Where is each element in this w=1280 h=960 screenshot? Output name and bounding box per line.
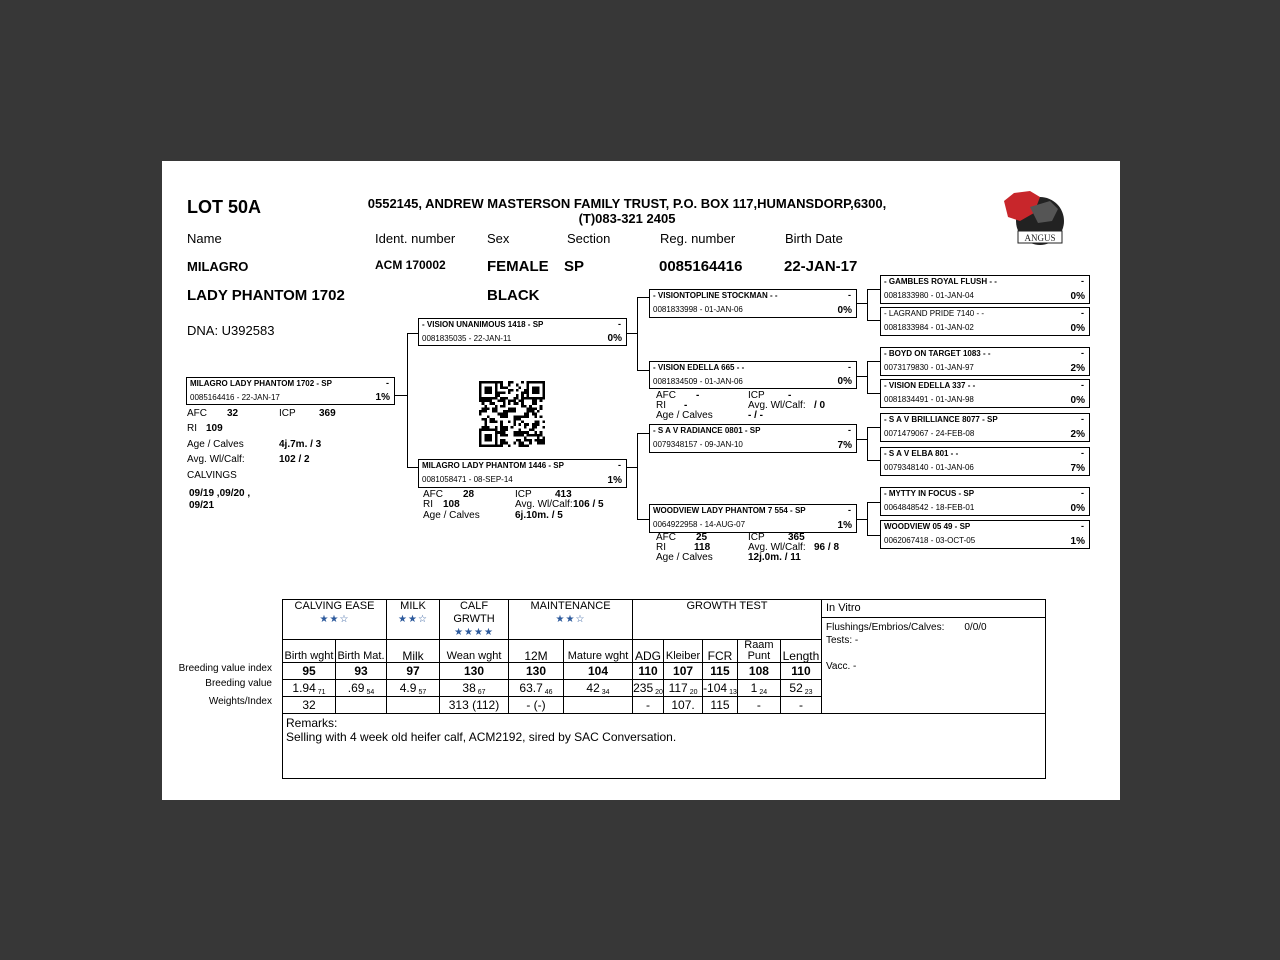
bv-accuracy: 67 — [477, 688, 486, 696]
wi-cell: 115 — [703, 697, 738, 714]
pedigree-line — [867, 393, 880, 394]
bvi-cell: 93 — [336, 663, 387, 680]
pedigree-line — [637, 297, 638, 370]
dam-afc: 28 — [463, 489, 475, 500]
pedigree-line — [867, 361, 868, 393]
wi-cell: - — [780, 697, 821, 714]
gp2-afc: - — [696, 390, 700, 401]
gp4-ri: 118 — [694, 542, 711, 553]
pedigree-line — [867, 502, 880, 503]
gp4-wean-label: Avg. Wl/Calf: — [748, 542, 806, 553]
pedigree-name: MILAGRO LADY PHANTOM 1702 - SP — [190, 379, 332, 388]
bv-accuracy: 54 — [366, 688, 375, 696]
wi-cell: - — [633, 697, 664, 714]
column-header: 12M — [509, 640, 564, 663]
pedigree-ggp-box[interactable] — [880, 275, 1090, 304]
pedigree-line — [637, 297, 649, 298]
self-afc: 32 — [227, 408, 239, 419]
animal-name-1: MILAGRO — [187, 259, 249, 274]
dam-age: 6j.10m. / 5 — [515, 510, 563, 521]
bv-accuracy: 13 — [729, 688, 737, 696]
self-calvings-label: CALVINGS — [187, 470, 237, 481]
animal-dna: DNA: U392583 — [187, 323, 275, 338]
wi-cell: - (-) — [509, 697, 564, 714]
gp4-age-label: Age / Calves — [656, 552, 713, 563]
pedigree-reg: 0081833980 - 01-JAN-04 — [884, 291, 974, 300]
wi-cell: 32 — [283, 697, 336, 714]
pedigree-dash: - — [1081, 380, 1084, 390]
pedigree-reg: 0081058471 - 08-SEP-14 — [422, 475, 513, 484]
bvi-cell: 107 — [664, 663, 703, 680]
pedigree-reg: 0079348157 - 09-JAN-10 — [653, 440, 743, 449]
pedigree-dash: - — [1081, 276, 1084, 286]
bvi-cell: 130 — [509, 663, 564, 680]
pedigree-line — [407, 333, 408, 467]
pedigree-name: - MYTTY IN FOCUS - SP — [884, 489, 975, 498]
bv-value: 1 — [750, 680, 758, 695]
self-icp-label: ICP — [279, 408, 296, 419]
pedigree-line — [407, 467, 418, 468]
gp2-age-label: Age / Calves — [656, 410, 713, 421]
gp4-wean: 96 / 8 — [814, 542, 840, 553]
pedigree-reg: 0071479067 - 24-FEB-08 — [884, 429, 975, 438]
wi-cell — [564, 697, 633, 714]
pedigree-gp-box[interactable] — [649, 424, 857, 453]
animal-name-2: LADY PHANTOM 1702 — [187, 287, 345, 304]
bv-accuracy: 34 — [601, 688, 610, 696]
pedigree-line — [394, 395, 408, 396]
bv-value: 117 — [668, 680, 688, 695]
animal-ident: ACM 170002 — [375, 258, 446, 272]
gp2-age: - / - — [748, 410, 763, 421]
group-calf: CALF GRWTH ★★★★ — [440, 600, 509, 640]
pedigree-line — [867, 289, 868, 320]
pedigree-pct: 1% — [1070, 536, 1085, 547]
pedigree-reg: 0081833984 - 01-JAN-02 — [884, 323, 974, 332]
dam-wean-label: Avg. Wl/Calf: — [515, 499, 573, 510]
pedigree-self-box[interactable] — [186, 377, 395, 405]
dam-age-label: Age / Calves — [423, 510, 480, 521]
pedigree-line — [867, 361, 880, 362]
bvi-cell: 104 — [564, 663, 633, 680]
pedigree-reg: 0081834509 - 01-JAN-06 — [653, 377, 743, 386]
pedigree-pct: 1% — [375, 392, 390, 403]
pedigree-line — [407, 333, 418, 334]
row-label-bv: Breeding value — [205, 678, 272, 689]
header-sex: Sex — [487, 231, 510, 246]
row-label-wi: Weights/Index — [208, 696, 272, 707]
group-growth: GROWTH TEST — [633, 600, 822, 640]
bv-accuracy: 23 — [804, 688, 813, 696]
tests-value: Tests: - — [826, 635, 859, 646]
self-calvings: 09/19 ,09/20 , 09/21 — [189, 488, 251, 511]
pedigree-ggp-box[interactable] — [880, 307, 1090, 336]
pedigree-name: - GAMBLES ROYAL FLUSH - - — [884, 277, 997, 286]
self-wean: 102 / 2 — [279, 454, 310, 465]
column-header: Birth Mat. — [336, 640, 387, 663]
bv-cell — [564, 680, 633, 697]
bv-value: -104 — [703, 680, 728, 695]
pedigree-dash: - — [386, 378, 389, 388]
group-calving: CALVING EASE ★★☆ — [283, 600, 387, 640]
pedigree-name: - S A V BRILLIANCE 8077 - SP — [884, 415, 998, 424]
pedigree-pct: 0% — [1070, 503, 1085, 514]
pedigree-line — [637, 519, 649, 520]
pedigree-ggp-box[interactable] — [880, 487, 1090, 516]
remarks-label: Remarks: — [286, 716, 338, 730]
bvi-cell: 110 — [780, 663, 821, 680]
stars-milk: ★★☆ — [398, 614, 428, 625]
bv-value: 4.9 — [399, 680, 417, 695]
vacc-value: Vacc. - — [826, 661, 857, 672]
pedigree-dash: - — [618, 319, 621, 329]
gp4-age: 12j.0m. / 11 — [748, 552, 801, 563]
pedigree-pct: 0% — [837, 305, 852, 316]
column-header: FCR — [703, 640, 738, 663]
bv-value: .69 — [347, 680, 365, 695]
wi-cell: 313 (112) — [440, 697, 509, 714]
owner-info: 0552145, ANDREW MASTERSON FAMILY TRUST, P.O. BOX 117,HUMANSDORP,6300, (T)083-321 2405 — [367, 196, 887, 226]
stars-calf: ★★★★ — [454, 627, 494, 638]
bv-cell — [703, 680, 738, 697]
pedigree-line — [637, 433, 649, 434]
pedigree-pct: 2% — [1070, 363, 1085, 374]
pedigree-dash: - — [1081, 414, 1084, 424]
gp2-wean: / 0 — [814, 400, 826, 411]
header-birth: Birth Date — [785, 231, 843, 246]
pedigree-reg: 0073179830 - 01-JAN-97 — [884, 363, 974, 372]
pedigree-dash: - — [1081, 448, 1084, 458]
pedigree-pct: 0% — [837, 376, 852, 387]
dam-icp-label: ICP — [515, 489, 532, 500]
logo-text: ANGUS — [1024, 233, 1056, 243]
animal-section: SP — [564, 258, 585, 275]
pedigree-dash: - — [1081, 521, 1084, 531]
pedigree-line — [867, 427, 868, 460]
column-header: Raam Punt — [737, 640, 780, 663]
pedigree-line — [867, 535, 880, 536]
group-maint: MAINTENANCE ★★☆ — [509, 600, 633, 640]
lot-number: LOT 50A — [187, 197, 262, 217]
bv-cell — [336, 680, 387, 697]
pedigree-ggp-box[interactable] — [880, 520, 1090, 549]
self-age: 4j.7m. / 3 — [279, 439, 322, 450]
bv-cell — [440, 680, 509, 697]
pedigree-line — [867, 427, 880, 428]
pedigree-dash: - — [618, 460, 621, 470]
dam-icp: 413 — [555, 489, 572, 500]
bv-cell — [780, 680, 821, 697]
pedigree-reg: 0079348140 - 01-JAN-06 — [884, 463, 974, 472]
column-header: Length — [780, 640, 821, 663]
bv-value: 235 — [633, 680, 654, 695]
pedigree-line — [867, 502, 868, 535]
group-milk: MILK ★★☆ — [387, 600, 440, 640]
wi-cell — [387, 697, 440, 714]
animal-sex: FEMALE — [487, 258, 549, 275]
column-header: Milk — [387, 640, 440, 663]
pedigree-pct: 0% — [1070, 395, 1085, 406]
pedigree-pct: 2% — [1070, 429, 1085, 440]
pedigree-gp-box[interactable] — [649, 504, 857, 533]
pedigree-dash: - — [1081, 308, 1084, 318]
bv-accuracy: 57 — [418, 688, 427, 696]
bv-value: 1.94 — [292, 680, 316, 695]
pedigree-dash: - — [1081, 488, 1084, 498]
pedigree-reg: 0081835035 - 22-JAN-11 — [422, 334, 512, 343]
invitro-title: In Vitro — [822, 602, 1045, 618]
bv-cell — [509, 680, 564, 697]
pedigree-pct: 7% — [1070, 463, 1085, 474]
pedigree-reg: 0064848542 - 18-FEB-01 — [884, 503, 975, 512]
bv-accuracy: 46 — [544, 688, 553, 696]
pedigree-name: MILAGRO LADY PHANTOM 1446 - SP — [422, 461, 564, 470]
bvi-cell: 130 — [440, 663, 509, 680]
bvi-cell: 95 — [283, 663, 336, 680]
pedigree-line — [867, 460, 880, 461]
bv-accuracy: 24 — [759, 688, 768, 696]
header-reg: Reg. number — [660, 231, 736, 246]
pedigree-name: - S A V ELBA 801 - - — [884, 449, 959, 458]
dam-ri: 108 — [443, 499, 460, 510]
gp4-ri-label: RI — [656, 542, 666, 553]
gp2-ri: - — [684, 400, 688, 411]
gp2-icp: - — [788, 390, 792, 401]
self-wean-label: Avg. Wl/Calf: — [187, 454, 245, 465]
gp2-icp-label: ICP — [748, 390, 765, 401]
column-header: ADG — [633, 640, 664, 663]
remarks-box — [283, 714, 1046, 779]
wi-cell: - — [737, 697, 780, 714]
breeding-value-table — [282, 599, 1046, 779]
pedigree-ggp-box[interactable] — [880, 447, 1090, 476]
pedigree-name: - VISION EDELLA 337 - - — [884, 381, 976, 390]
gp2-wean-label: Avg. Wl/Calf: — [748, 400, 806, 411]
pedigree-sire-box[interactable] — [418, 318, 627, 346]
bvi-cell: 115 — [703, 663, 738, 680]
pedigree-gp-box[interactable] — [649, 361, 857, 389]
pedigree-reg: 0064922958 - 14-AUG-07 — [653, 520, 746, 529]
pedigree-pct: 0% — [607, 333, 622, 344]
pedigree-name: - S A V RADIANCE 0801 - SP — [653, 426, 761, 435]
pedigree-dash: - — [848, 290, 851, 300]
bv-value: 42 — [586, 680, 600, 695]
bv-value: 38 — [462, 680, 476, 695]
pedigree-ggp-box[interactable] — [880, 347, 1090, 376]
pedigree-name: - VISION UNANIMOUS 1418 - SP — [422, 320, 544, 329]
pedigree-reg: 0085164416 - 22-JAN-17 — [190, 393, 280, 402]
bv-accuracy: 71 — [317, 688, 326, 696]
pedigree-dash: - — [848, 362, 851, 372]
pedigree-reg: 0081834491 - 01-JAN-98 — [884, 395, 974, 404]
pedigree-gp-box[interactable] — [649, 289, 857, 318]
bvi-cell: 108 — [737, 663, 780, 680]
stars-maint: ★★☆ — [555, 614, 586, 625]
pedigree-pct: 1% — [837, 520, 852, 531]
pedigree-dash: - — [848, 505, 851, 515]
self-age-label: Age / Calves — [187, 439, 244, 450]
pedigree-name: WOODVIEW LADY PHANTOM 7 554 - SP — [653, 506, 806, 515]
angus-logo — [1000, 187, 1068, 251]
gp2-afc-label: AFC — [656, 390, 676, 401]
header-ident: Ident. number — [375, 231, 456, 246]
gp4-icp: 365 — [788, 532, 805, 543]
gp4-icp-label: ICP — [748, 532, 765, 543]
remarks-text: Selling with 4 week old heifer calf, ACM2192, sired by SAC Conversation. — [286, 730, 677, 744]
catalog-sheet — [162, 161, 1120, 800]
row-label-bvi: Breeding value index — [178, 663, 272, 674]
self-ri: 109 — [206, 423, 223, 434]
dam-ri-label: RI — [423, 499, 433, 510]
flush-label: Flushings/Embrios/Calves: — [826, 622, 945, 633]
pedigree-line — [637, 370, 649, 371]
pedigree-name: - VISION EDELLA 665 - - — [653, 363, 745, 372]
pedigree-line — [637, 433, 638, 519]
bv-cell — [737, 680, 780, 697]
dam-afc-label: AFC — [423, 489, 443, 500]
pedigree-pct: 1% — [607, 475, 622, 486]
bv-cell — [633, 680, 664, 697]
pedigree-name: - VISIONTOPLINE STOCKMAN - - — [653, 291, 778, 300]
animal-birth: 22-JAN-17 — [784, 258, 858, 275]
stars-calving: ★★☆ — [319, 614, 350, 625]
animal-reg: 0085164416 — [659, 258, 743, 275]
dam-wean: 106 / 5 — [573, 499, 604, 510]
bv-accuracy: 20 — [655, 688, 663, 696]
pedigree-name: - BOYD ON TARGET 1083 - - — [884, 349, 991, 358]
animal-colour: BLACK — [487, 287, 540, 304]
column-header: Wean wght — [440, 640, 509, 663]
qr-code[interactable] — [478, 381, 546, 447]
bvi-cell: 97 — [387, 663, 440, 680]
bv-cell — [387, 680, 440, 697]
gp2-ri-label: RI — [656, 400, 666, 411]
pedigree-line — [867, 320, 880, 321]
gp4-afc-label: AFC — [656, 532, 676, 543]
pedigree-reg: 0062067418 - 03-OCT-05 — [884, 536, 976, 545]
wi-cell: 107. — [664, 697, 703, 714]
header-section: Section — [567, 231, 611, 246]
bvi-cell: 110 — [633, 663, 664, 680]
bv-cell — [283, 680, 336, 697]
pedigree-ggp-box[interactable] — [880, 379, 1090, 408]
gp4-afc: 25 — [696, 532, 708, 543]
pedigree-line — [867, 289, 880, 290]
self-afc-label: AFC — [187, 408, 207, 419]
bv-value: 52 — [789, 680, 803, 695]
self-icp: 369 — [319, 408, 336, 419]
pedigree-name: WOODVIEW 05 49 - SP — [884, 522, 971, 531]
invitro-panel — [822, 600, 1046, 714]
self-ri-label: RI — [187, 423, 197, 434]
bv-accuracy: 20 — [689, 688, 698, 696]
pedigree-ggp-box[interactable] — [880, 413, 1090, 442]
pedigree-name: - LAGRAND PRIDE 7140 - - — [884, 309, 985, 318]
pedigree-pct: 0% — [1070, 291, 1085, 302]
pedigree-pct: 7% — [837, 440, 852, 451]
pedigree-pct: 0% — [1070, 323, 1085, 334]
bv-cell — [664, 680, 703, 697]
pedigree-dash: - — [848, 425, 851, 435]
bv-value: 63.7 — [519, 680, 543, 695]
pedigree-reg: 0081833998 - 01-JAN-06 — [653, 305, 743, 314]
header-name: Name — [187, 231, 222, 246]
flush-value: 0/0/0 — [964, 622, 987, 633]
column-header: Birth wght — [283, 640, 336, 663]
pedigree-dash: - — [1081, 348, 1084, 358]
pedigree-dam-box[interactable] — [418, 459, 627, 488]
column-header: Mature wght — [564, 640, 633, 663]
wi-cell — [336, 697, 387, 714]
column-header: Kleiber — [664, 640, 703, 663]
